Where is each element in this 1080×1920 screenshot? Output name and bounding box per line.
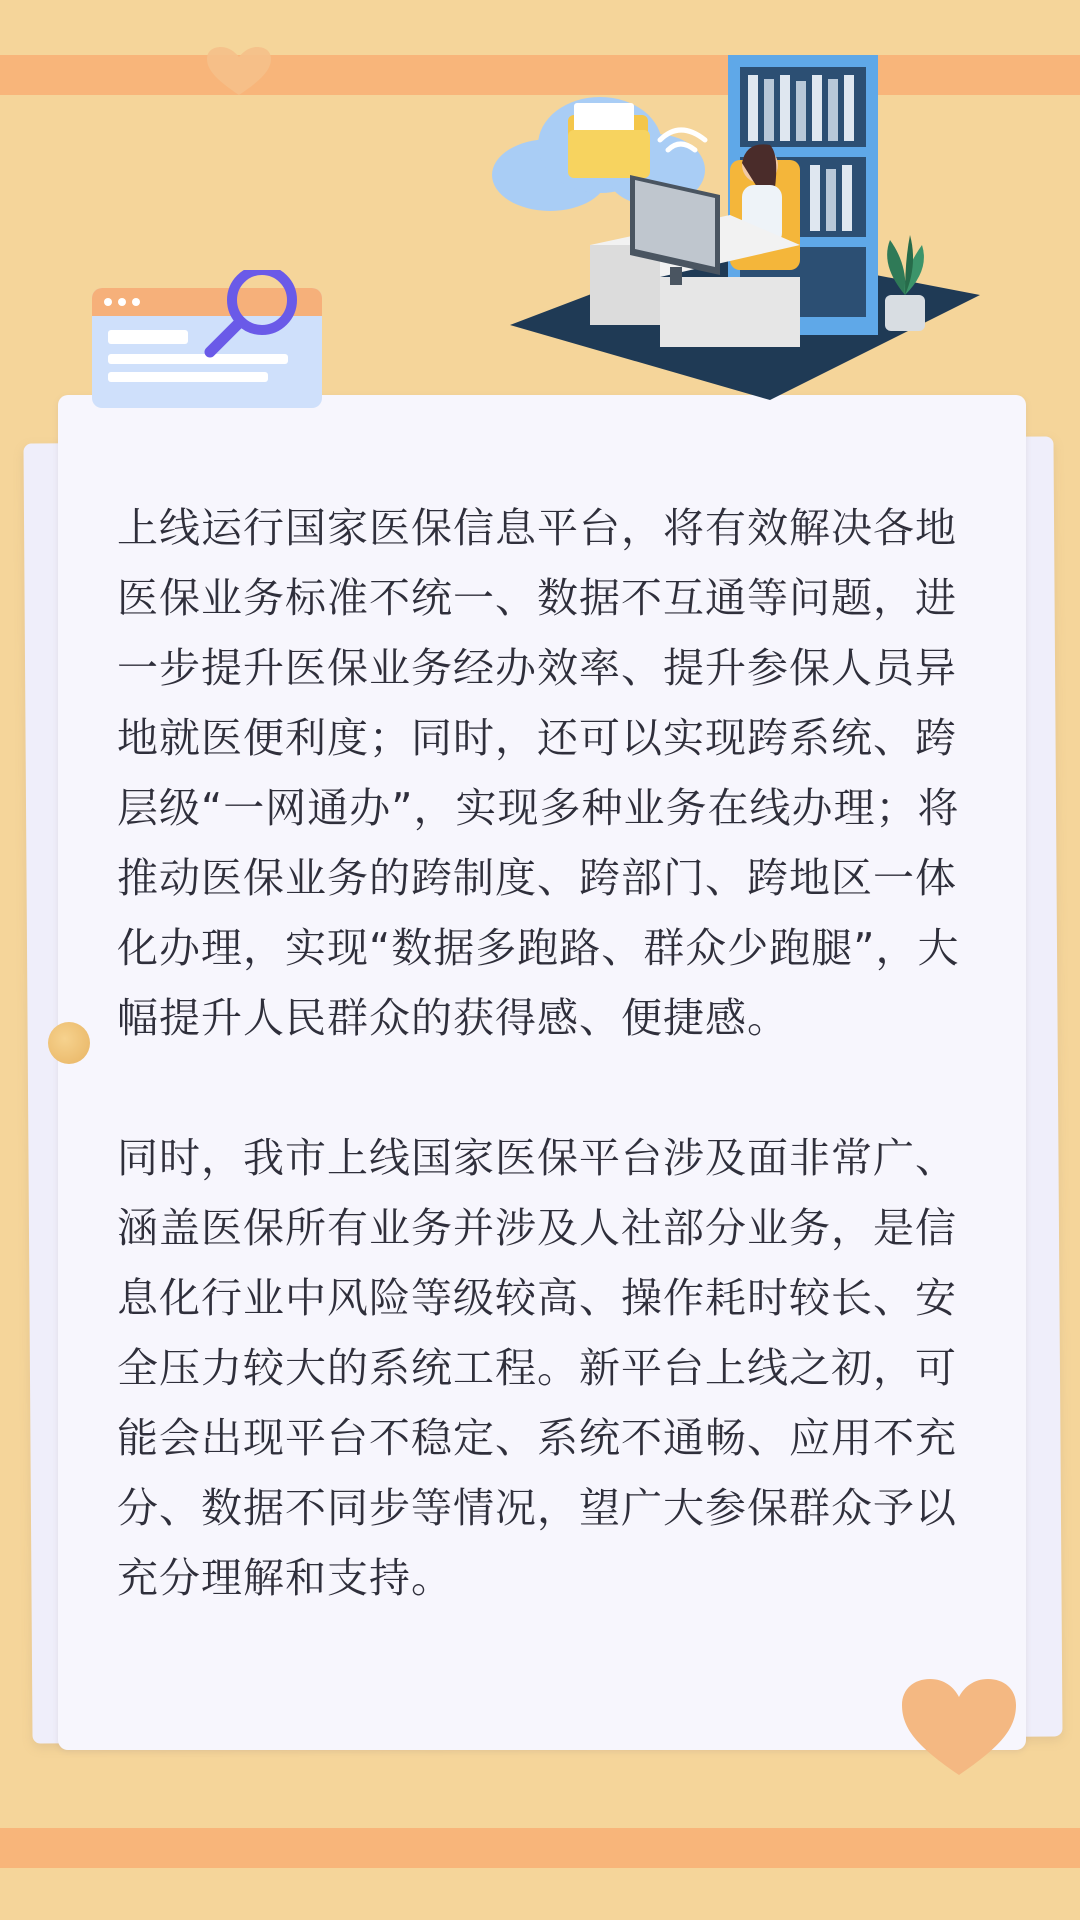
decor-dot	[48, 1022, 90, 1064]
article-body	[117, 493, 963, 1613]
office-worker-computer-illustration	[490, 45, 1000, 420]
article-paragraph-2: 同时，我市上线国家医保平台涉及面非常广、涵盖医保所有业务并涉及人社部分业务，是信息化行业中风险等级较高、操作耗时较长、安全压力较大的系统工程。新平台上线之初，可能会出现平台不稳定、系统不通畅、应用不充分、数据不同步等情况，望广大参保群众予以充分理解和支持。	[117, 1134, 957, 1602]
bottom-stripe	[0, 1828, 1080, 1868]
article-paragraph-1: 上线运行国家医保信息平台，将有效解决各地医保业务标准不统一、数据不互通等问题，进一步提升医保业务经办效率、提升参保人员异地就医便利度；同时，还可以实现跨系统、跨层级“一网通办”，实现多种业务在线办理；将推动医保业务的跨制度、跨部门、跨地区一体化办理，实现“数据多跑路、群众少跑腿”，大幅提升人民群众的获得感、便捷感。	[117, 504, 960, 1042]
browser-search-icon	[90, 270, 330, 415]
heart-icon	[898, 1675, 1020, 1780]
heart-icon	[205, 45, 273, 97]
